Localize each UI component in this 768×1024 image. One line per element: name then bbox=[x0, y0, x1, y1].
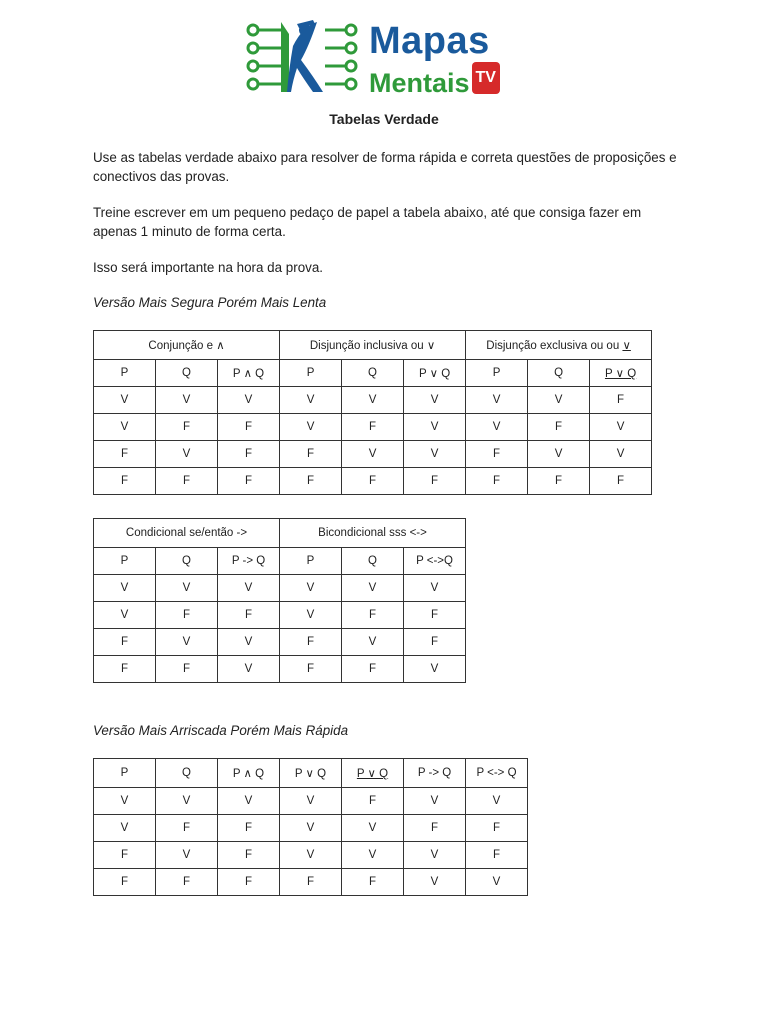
table-cell: V bbox=[466, 869, 528, 896]
table-cell: F bbox=[94, 842, 156, 869]
table-cell: V bbox=[94, 387, 156, 414]
table-cell: V bbox=[218, 575, 280, 602]
table-cell: F bbox=[404, 629, 466, 656]
table-cell: V bbox=[94, 414, 156, 441]
table-cell: F bbox=[466, 842, 528, 869]
table-cell: F bbox=[156, 414, 218, 441]
table-cell: V bbox=[280, 602, 342, 629]
table-row bbox=[94, 387, 652, 414]
table-cell: F bbox=[218, 414, 280, 441]
table-row bbox=[94, 468, 652, 495]
table-cell: Q bbox=[156, 759, 218, 788]
intro-paragraph-3: Isso será importante na hora da prova. bbox=[93, 260, 324, 275]
table-cell: F bbox=[528, 468, 590, 495]
table-cell: V bbox=[404, 575, 466, 602]
table-cell: F bbox=[94, 468, 156, 495]
table-cell-xor: P ∨ Q bbox=[342, 759, 404, 788]
table-cell: Q bbox=[156, 360, 218, 387]
table-cell: F bbox=[94, 441, 156, 468]
table-cell: F bbox=[466, 815, 528, 842]
table-cell: V bbox=[342, 387, 404, 414]
table-row bbox=[94, 629, 466, 656]
table-cell: F bbox=[404, 468, 466, 495]
header-exclusive-disjunction bbox=[466, 331, 652, 360]
table-cell: V bbox=[218, 387, 280, 414]
table-cell: V bbox=[342, 815, 404, 842]
table-cell: F bbox=[342, 656, 404, 683]
logo-word-mentais: Mentais bbox=[369, 68, 470, 98]
table-cell: F bbox=[528, 414, 590, 441]
table-cell: V bbox=[590, 414, 652, 441]
table-cell: F bbox=[280, 656, 342, 683]
table-cell: V bbox=[528, 387, 590, 414]
table-cell: F bbox=[218, 869, 280, 896]
logo-tv-badge: TV bbox=[472, 62, 500, 94]
table-cell: V bbox=[404, 441, 466, 468]
table-cell: F bbox=[404, 815, 466, 842]
table-cell: V bbox=[404, 387, 466, 414]
logo-word-mapas: Mapas bbox=[369, 20, 490, 62]
table-cell: V bbox=[280, 575, 342, 602]
table-cell: F bbox=[280, 441, 342, 468]
table-cell: P bbox=[466, 360, 528, 387]
table-cell: V bbox=[156, 788, 218, 815]
table-cell: F bbox=[404, 602, 466, 629]
table-row bbox=[94, 842, 528, 869]
table-cell: F bbox=[280, 468, 342, 495]
page-title: Tabelas Verdade bbox=[329, 111, 439, 127]
table-cell: P bbox=[94, 548, 156, 575]
section-title-safe: Versão Mais Segura Porém Mais Lenta bbox=[93, 295, 327, 310]
table-cell: V bbox=[280, 788, 342, 815]
table-row bbox=[94, 441, 652, 468]
table-cell: F bbox=[94, 629, 156, 656]
xor-symbol: ∨ bbox=[622, 340, 631, 352]
section-title-fast: Versão Mais Arriscada Porém Mais Rápida bbox=[93, 723, 349, 738]
table-cell: P bbox=[280, 548, 342, 575]
table-cell: F bbox=[218, 468, 280, 495]
table-cell: P ∧ Q bbox=[218, 759, 280, 788]
table-cell: V bbox=[280, 414, 342, 441]
table-cell: V bbox=[156, 629, 218, 656]
table-row bbox=[94, 656, 466, 683]
table-cell: Q bbox=[156, 548, 218, 575]
table-cell: Q bbox=[342, 360, 404, 387]
table-cell: P bbox=[94, 759, 156, 788]
table-cell: V bbox=[342, 575, 404, 602]
table-cell: Q bbox=[528, 360, 590, 387]
table-cell: V bbox=[404, 656, 466, 683]
table-cell: P bbox=[280, 360, 342, 387]
logo-circuit-icon bbox=[243, 16, 363, 96]
table-cell: V bbox=[404, 869, 466, 896]
table-cell: V bbox=[280, 815, 342, 842]
table-cell: F bbox=[156, 602, 218, 629]
table-row bbox=[94, 869, 528, 896]
table-cell-xor: P ∨ Q bbox=[590, 360, 652, 387]
table-cell: V bbox=[156, 441, 218, 468]
table-cell: F bbox=[342, 602, 404, 629]
table-cell: P bbox=[94, 360, 156, 387]
table-cell: V bbox=[280, 842, 342, 869]
table-row bbox=[94, 575, 466, 602]
table-cell: F bbox=[218, 842, 280, 869]
table-cell: P ∧ Q bbox=[218, 360, 280, 387]
table-cell: V bbox=[404, 842, 466, 869]
table-cell: F bbox=[156, 656, 218, 683]
table-row bbox=[94, 414, 652, 441]
table-cell: F bbox=[466, 468, 528, 495]
table-cell: F bbox=[156, 815, 218, 842]
table-cell: V bbox=[590, 441, 652, 468]
intro-paragraph-2: Treine escrever em um pequeno pedaço de papel a tabela abaixo, até que consiga fazer em apenas 1 minuto de forma certa. bbox=[93, 205, 642, 239]
table-cell: V bbox=[342, 629, 404, 656]
table-cell: F bbox=[156, 869, 218, 896]
truth-table-main bbox=[93, 330, 652, 495]
mapas-mentais-logo bbox=[243, 16, 528, 96]
table-cell: V bbox=[342, 441, 404, 468]
table-cell: P ∨ Q bbox=[404, 360, 466, 387]
table-cell: V bbox=[218, 629, 280, 656]
table-cell: V bbox=[466, 414, 528, 441]
table-cell: V bbox=[404, 414, 466, 441]
table-cell: P ∨ Q bbox=[280, 759, 342, 788]
table-cell: Q bbox=[342, 548, 404, 575]
intro-paragraph-1: Use as tabelas verdade abaixo para resolver de forma rápida e correta questões de proposições e conectivos das provas. bbox=[93, 150, 677, 184]
table-cell: V bbox=[218, 788, 280, 815]
table-cell: F bbox=[342, 468, 404, 495]
table-cell: F bbox=[218, 441, 280, 468]
table-cell: V bbox=[94, 602, 156, 629]
table-cell: V bbox=[156, 575, 218, 602]
table-cell: F bbox=[94, 656, 156, 683]
table-cell: F bbox=[590, 468, 652, 495]
truth-table-compact bbox=[93, 758, 528, 896]
table-cell: F bbox=[218, 815, 280, 842]
table-row bbox=[94, 788, 528, 815]
table-cell: F bbox=[280, 629, 342, 656]
table-row bbox=[94, 815, 528, 842]
table-cell: V bbox=[94, 575, 156, 602]
table-cell: V bbox=[342, 842, 404, 869]
table-cell: F bbox=[218, 602, 280, 629]
table-cell: V bbox=[156, 387, 218, 414]
table-cell: V bbox=[94, 788, 156, 815]
table-cell: F bbox=[342, 869, 404, 896]
table-cell: V bbox=[404, 788, 466, 815]
table-cell: F bbox=[466, 441, 528, 468]
truth-table-conditional bbox=[93, 518, 466, 683]
table-cell: F bbox=[590, 387, 652, 414]
table-cell: P <->Q bbox=[404, 548, 466, 575]
header-biconditional: Bicondicional sss <-> bbox=[280, 519, 466, 548]
header-exclusive-text: Disjunção exclusiva ou ou bbox=[486, 340, 623, 352]
table-cell: F bbox=[280, 869, 342, 896]
table-row bbox=[94, 602, 466, 629]
header-conditional: Condicional se/então -> bbox=[94, 519, 280, 548]
table-cell: V bbox=[528, 441, 590, 468]
table-row-cols bbox=[94, 360, 652, 387]
table-row-cols bbox=[94, 548, 466, 575]
table-cell: V bbox=[156, 842, 218, 869]
table-cell: F bbox=[342, 788, 404, 815]
table-cell: V bbox=[94, 815, 156, 842]
table-cell: P -> Q bbox=[404, 759, 466, 788]
table-cell: V bbox=[466, 387, 528, 414]
table-cell: V bbox=[280, 387, 342, 414]
table-cell: P <-> Q bbox=[466, 759, 528, 788]
table-cell: V bbox=[218, 656, 280, 683]
table-cell: F bbox=[94, 869, 156, 896]
table-cell: V bbox=[466, 788, 528, 815]
table-cell: F bbox=[342, 414, 404, 441]
header-conjunction: Conjunção e ∧ bbox=[94, 331, 280, 360]
table-cell: F bbox=[156, 468, 218, 495]
header-inclusive-disjunction: Disjunção inclusiva ou ∨ bbox=[280, 331, 466, 360]
table-row-cols bbox=[94, 759, 528, 788]
table-cell: P -> Q bbox=[218, 548, 280, 575]
